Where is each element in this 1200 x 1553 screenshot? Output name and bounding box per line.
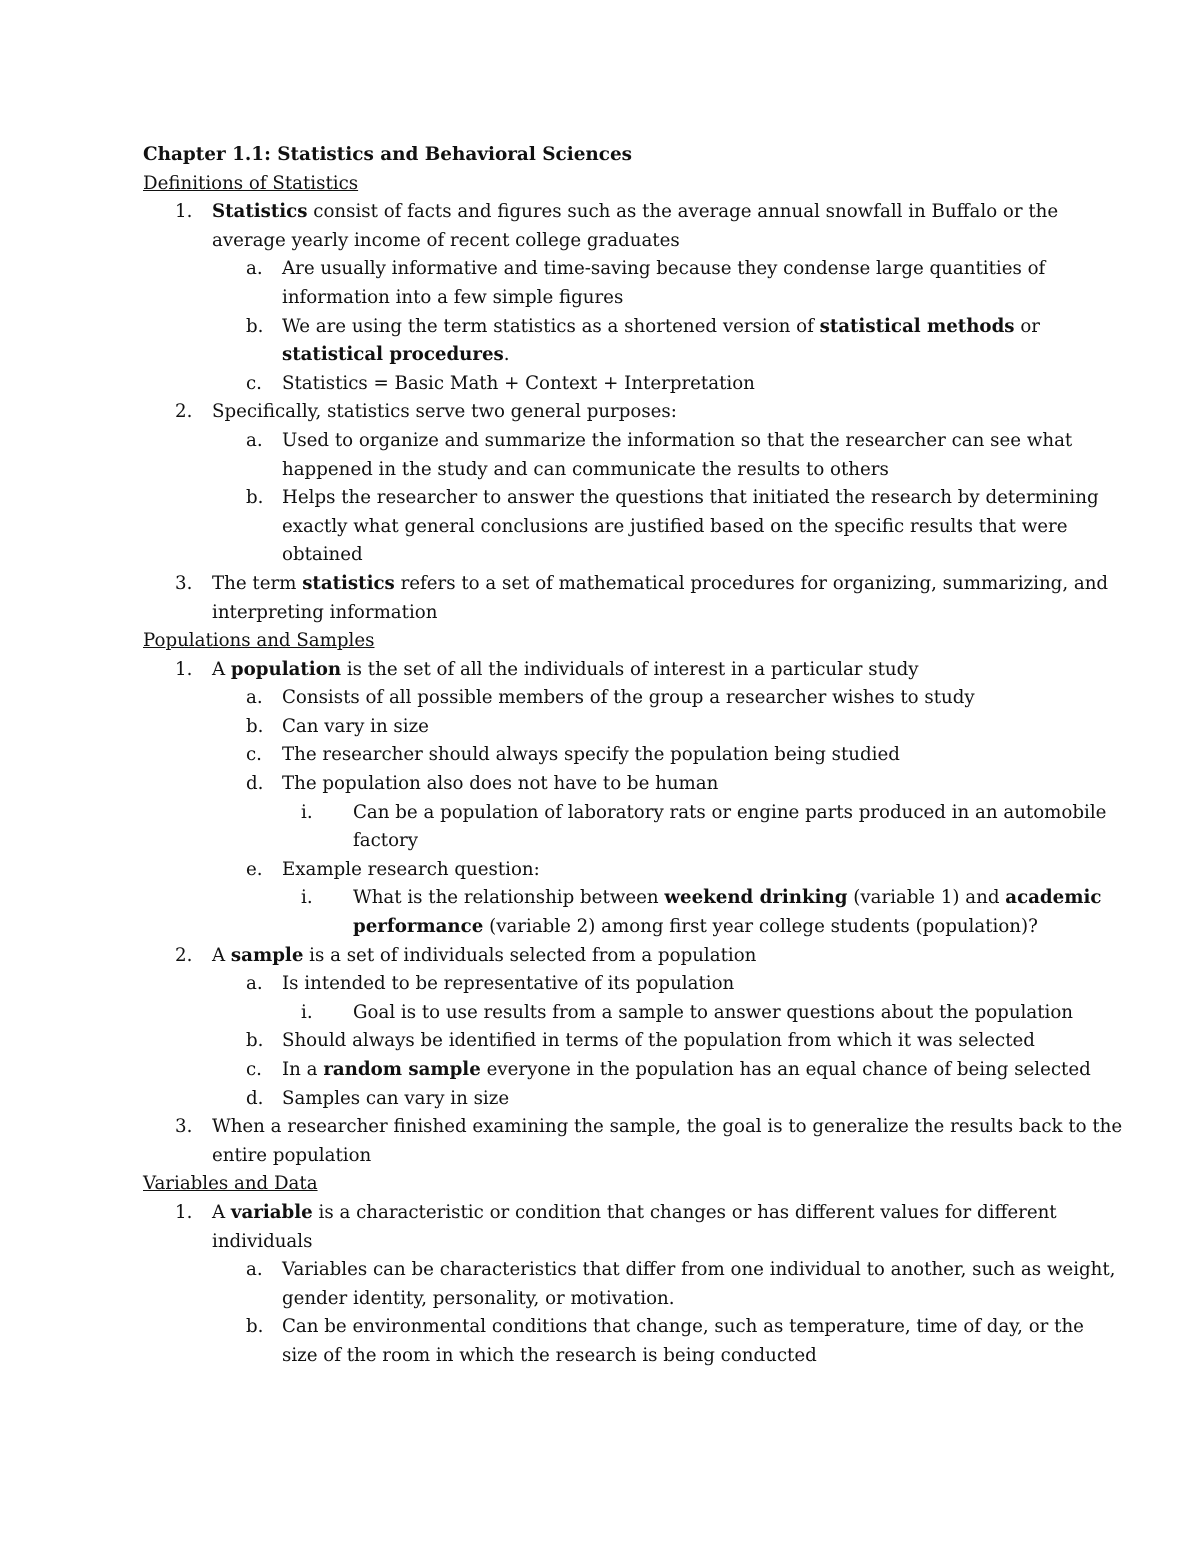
text-line <box>282 741 1063 770</box>
document-page <box>143 141 1123 1371</box>
text-line <box>353 913 1063 942</box>
list-marker: a. <box>246 1259 263 1281</box>
list-marker: e. <box>246 858 263 880</box>
bold-term: academic <box>1005 887 1102 909</box>
text-run: consist of facts and figures such as the average annual snowfall in Buffalo or the <box>307 201 1059 223</box>
text-line <box>282 456 1063 485</box>
list-item-level-1 <box>143 198 1063 255</box>
text-run: entire population <box>212 1144 372 1166</box>
text-line <box>282 1342 1063 1371</box>
list-marker: b. <box>246 487 264 509</box>
list-item-level-1 <box>143 656 1063 685</box>
bold-term: statistics <box>302 572 395 594</box>
text-run: (variable 1) and <box>847 887 1006 909</box>
text-run: Should always be identified in terms of the population from which it was selected <box>282 1030 1035 1052</box>
text-line <box>282 1313 1084 1342</box>
text-line <box>282 313 1063 342</box>
text-line <box>212 599 1063 628</box>
list-item-level-2 <box>143 1056 1091 1085</box>
text-run: information into a few simple figures <box>282 286 624 308</box>
text-line <box>282 1256 1116 1285</box>
list-item-level-1 <box>143 398 1063 427</box>
text-line <box>282 427 1073 456</box>
list-item-level-1 <box>143 1199 1063 1256</box>
text-line <box>282 284 1063 313</box>
list-item-level-1 <box>143 570 1109 627</box>
chapter-title: Chapter 1.1: Statistics and Behavioral Sciences <box>143 144 633 165</box>
list-marker: a. <box>246 258 263 280</box>
list-item-level-3 <box>143 999 1073 1028</box>
bold-term: variable <box>230 1201 313 1223</box>
list-marker: i. <box>301 801 313 823</box>
list-item-level-2 <box>143 427 1073 484</box>
text-run: everyone in the population has an equal chance of being selected <box>480 1059 1091 1080</box>
text-line <box>353 827 1063 856</box>
list-item-level-1 <box>143 1113 1123 1170</box>
text-line <box>282 970 1063 999</box>
text-run: Can be environmental conditions that change, such as temperature, time of day, or the <box>282 1316 1084 1338</box>
text-line <box>282 255 1063 284</box>
document-body <box>143 170 1123 1371</box>
list-marker: b. <box>246 1030 264 1052</box>
text-run: A <box>212 944 231 966</box>
text-run: In a <box>282 1059 324 1080</box>
text-line <box>282 541 1063 570</box>
text-run: . <box>503 344 510 366</box>
text-run: Can vary in size <box>282 715 429 737</box>
text-run: Goal is to use results from a sample to answer questions about the population <box>353 1001 1073 1023</box>
text-run: gender identity, personality, or motivation. <box>282 1287 675 1309</box>
list-item-level-2 <box>143 1085 1063 1114</box>
list-marker: a. <box>246 687 263 709</box>
text-line <box>212 1113 1123 1142</box>
text-run: Is intended to be representative of its population <box>282 973 735 995</box>
list-marker: 2. <box>175 401 193 423</box>
bold-term: weekend drinking <box>664 887 848 909</box>
text-run: Can be a population of laboratory rats or engine parts produced in an automobile <box>353 801 1107 823</box>
text-run: Samples can vary in size <box>282 1087 510 1109</box>
text-line <box>282 770 1063 799</box>
list-marker: a. <box>246 429 263 451</box>
list-item-level-2 <box>143 1313 1084 1370</box>
list-item-level-2 <box>143 684 1063 713</box>
text-line <box>212 398 1063 427</box>
bold-term: sample <box>230 944 304 966</box>
list-marker: a. <box>246 973 263 995</box>
list-marker: 1. <box>175 201 193 223</box>
text-run: is a set of individuals selected from a population <box>303 944 757 966</box>
text-line <box>282 1027 1063 1056</box>
list-item-level-1 <box>143 942 1063 971</box>
text-run: size of the room in which the research is being conducted <box>282 1344 817 1366</box>
text-run: A <box>212 658 231 680</box>
text-run: Used to organize and summarize the information so that the researcher can see what <box>282 429 1073 451</box>
list-item-level-2 <box>143 970 1063 999</box>
text-line <box>282 856 1063 885</box>
list-item-level-2 <box>143 370 1063 399</box>
list-marker: d. <box>246 1087 264 1109</box>
text-run: obtained <box>282 544 363 566</box>
text-run: interpreting information <box>212 601 438 623</box>
text-run: Consists of all possible members of the group a researcher wishes to study <box>282 687 975 709</box>
text-run: exactly what general conclusions are justified based on the specific results that were <box>282 515 1068 537</box>
list-item-level-2 <box>143 741 1063 770</box>
list-marker: i. <box>301 887 313 909</box>
text-run: refers to a set of mathematical procedures for organizing, summarizing, and <box>394 572 1109 594</box>
bold-term: Statistics <box>212 201 308 223</box>
list-marker: 1. <box>175 1201 193 1223</box>
list-marker: 3. <box>175 1116 193 1138</box>
list-marker: b. <box>246 1316 264 1338</box>
list-marker: c. <box>246 372 262 394</box>
list-marker: d. <box>246 773 264 795</box>
text-run: is the set of all the individuals of interest in a particular study <box>341 658 919 680</box>
text-run: factory <box>353 830 418 852</box>
text-line <box>282 513 1068 542</box>
text-run: Helps the researcher to answer the questions that initiated the research by determining <box>282 487 1099 509</box>
text-line <box>212 1228 1063 1257</box>
text-run: (variable 2) among first year college students (population)? <box>483 916 1038 938</box>
list-item-level-2 <box>143 1027 1063 1056</box>
list-item-level-2 <box>143 856 1063 885</box>
text-line <box>282 684 1063 713</box>
list-marker: c. <box>246 744 262 766</box>
list-marker: b. <box>246 315 264 337</box>
text-run: The term <box>212 572 303 594</box>
text-run: When a researcher finished examining the sample, the goal is to generalize the results back to the <box>212 1116 1123 1138</box>
text-line <box>212 1199 1063 1228</box>
text-line <box>353 799 1107 828</box>
bold-term: statistical procedures <box>282 344 504 366</box>
text-line <box>212 198 1063 227</box>
text-run: or <box>1014 315 1040 337</box>
list-marker: 3. <box>175 572 193 594</box>
text-line <box>353 999 1073 1028</box>
text-line <box>282 713 1063 742</box>
text-line <box>353 884 1102 913</box>
text-run: The researcher should always specify the population being studied <box>282 744 900 766</box>
text-run: is a characteristic or condition that changes or has different values for different <box>312 1201 1057 1223</box>
bold-term: random sample <box>323 1059 481 1080</box>
text-run: Statistics = Basic Math + Context + Interpretation <box>282 372 755 394</box>
list-marker: i. <box>301 1001 313 1023</box>
text-run: happened in the study and can communicate the results to others <box>282 458 889 480</box>
text-run: average yearly income of recent college graduates <box>212 229 680 251</box>
list-marker: c. <box>246 1059 262 1080</box>
text-line <box>282 341 1063 370</box>
text-run: We are using the term statistics as a shortened version of <box>282 315 820 337</box>
list-item-level-2 <box>143 313 1063 370</box>
text-run: Are usually informative and time-saving because they condense large quantities of <box>282 258 1046 280</box>
list-item-level-3 <box>143 799 1107 856</box>
list-item-level-2 <box>143 484 1099 570</box>
text-line <box>282 1056 1091 1085</box>
text-line <box>212 656 1063 685</box>
list-item-level-2 <box>143 713 1063 742</box>
text-line <box>212 570 1109 599</box>
text-run: A <box>212 1201 231 1223</box>
section-heading: Populations and Samples <box>143 630 375 652</box>
list-marker: 1. <box>175 658 193 680</box>
section-heading: Definitions of Statistics <box>143 172 359 194</box>
text-run: Example research question: <box>282 858 540 880</box>
text-run: individuals <box>212 1230 313 1252</box>
bold-term: population <box>230 658 342 680</box>
text-line <box>282 1085 1063 1114</box>
bold-term: performance <box>353 916 484 938</box>
list-item-level-2 <box>143 255 1063 312</box>
text-run: The population also does not have to be human <box>282 773 719 795</box>
text-run: Specifically, statistics serve two general purposes: <box>212 401 677 423</box>
text-line <box>212 227 1063 256</box>
text-line <box>212 1142 1063 1171</box>
list-item-level-2 <box>143 770 1063 799</box>
bold-term: statistical methods <box>819 315 1015 337</box>
list-marker: 2. <box>175 944 193 966</box>
section-heading: Variables and Data <box>143 1173 318 1195</box>
text-line <box>282 370 1063 399</box>
list-marker: b. <box>246 715 264 737</box>
text-run: What is the relationship between <box>353 887 665 909</box>
text-line <box>282 484 1099 513</box>
list-item-level-2 <box>143 1256 1116 1313</box>
text-line <box>282 1285 1063 1314</box>
list-item-level-3 <box>143 884 1102 941</box>
text-line <box>212 942 1063 971</box>
text-run: Variables can be characteristics that differ from one individual to another, such as weight, <box>282 1259 1116 1281</box>
